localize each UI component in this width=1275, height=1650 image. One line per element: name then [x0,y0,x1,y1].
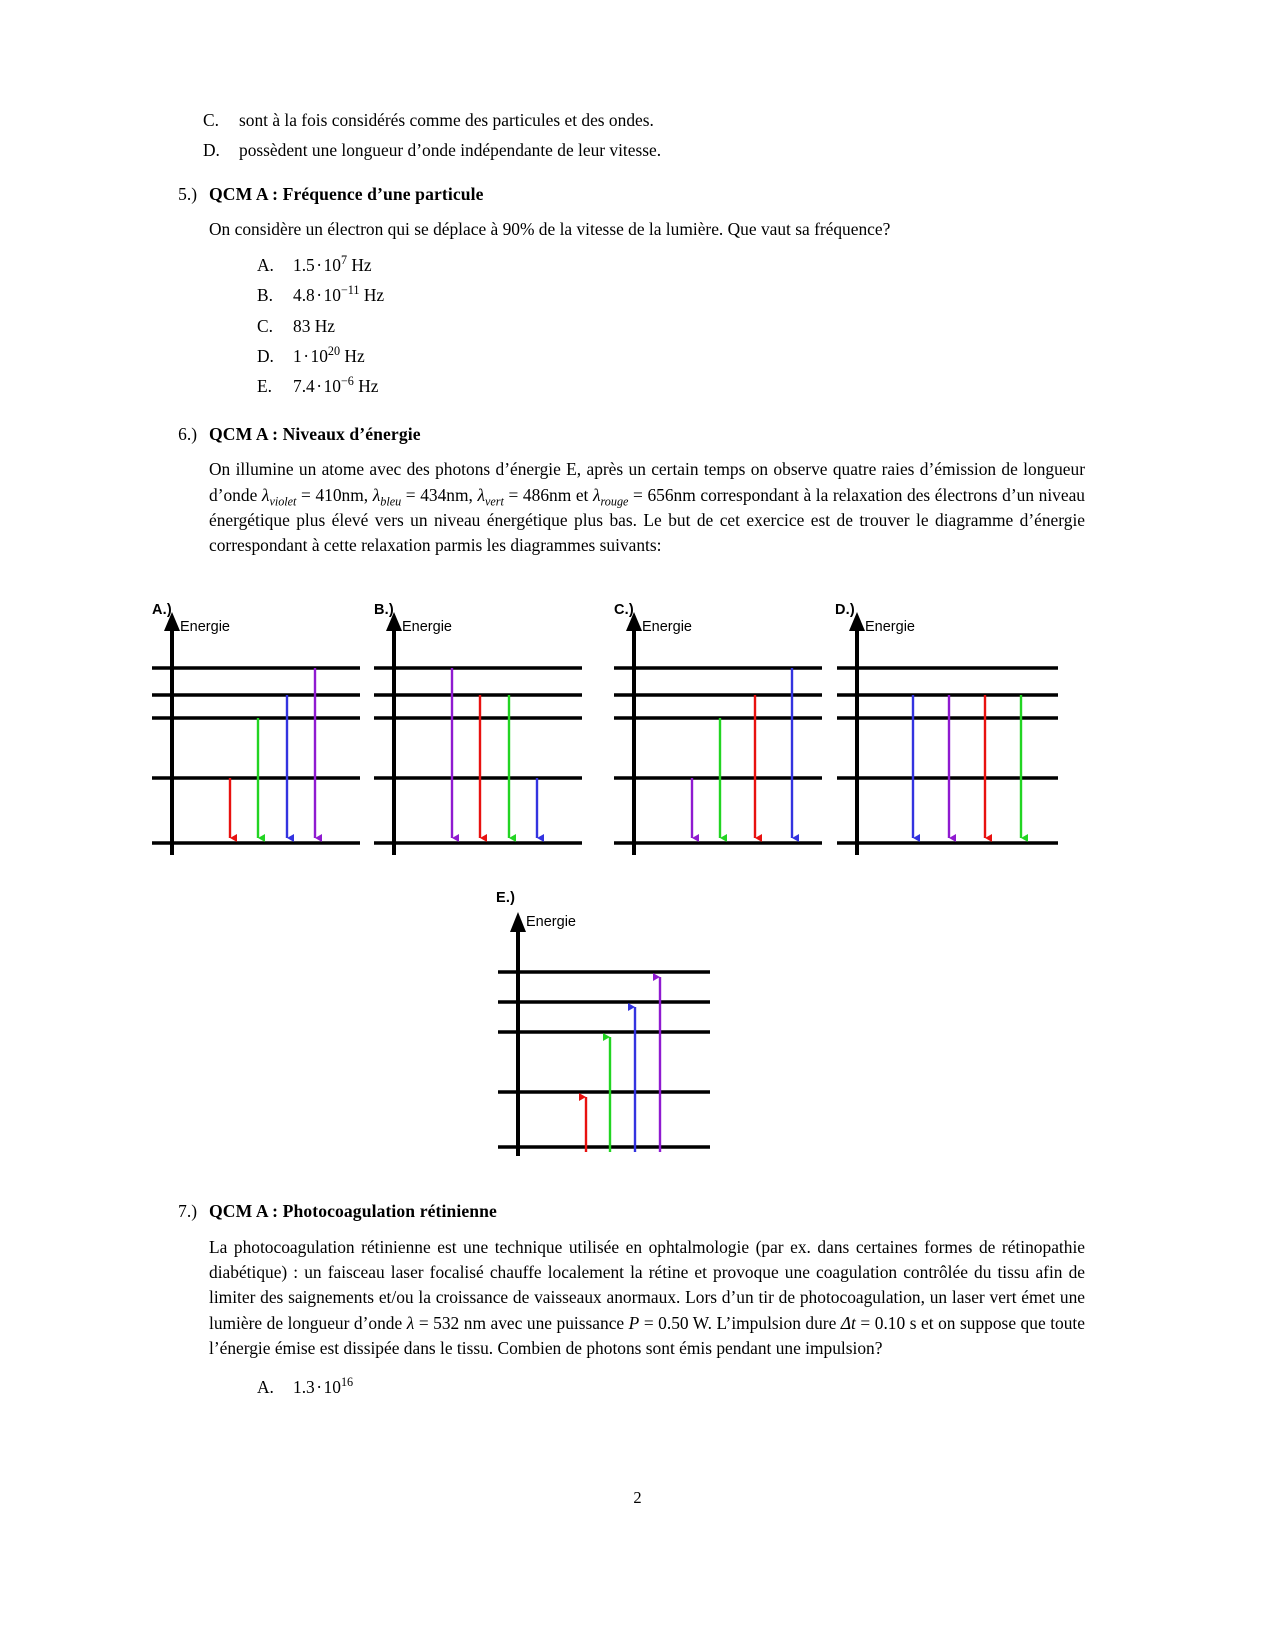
mantissa: 83 [293,315,311,336]
question-heading [155,1203,1085,1221]
question-7 [155,1203,1085,1397]
page-content [155,112,1085,559]
axis-label-d: Energie [865,619,915,635]
unit: Hz [363,285,385,306]
exponent: 20 [327,344,341,359]
question-statement [209,1235,1085,1362]
mantissa: 1.3 [293,1377,315,1398]
unit: Hz [344,345,365,366]
list-item [155,142,1085,159]
mantissa: 4.8 [293,285,315,306]
question-number: 5.) [178,183,197,204]
dt-equation: = 0.10 s et on suppose que toute l’énergie émise est dissipée dans le tissu. Combien de photons sont émis pendant une impulsion? [209,1312,1085,1358]
power-symbol: P [628,1312,640,1333]
question-7-wrapper [155,1203,1085,1410]
base: 10 [323,376,341,397]
list-item [209,374,1085,397]
list-item [155,112,1085,129]
list-item [209,283,1085,306]
diagram-label-a: A.) [152,602,172,618]
diagram-label-c: C.) [614,602,634,618]
option-label: B. [257,285,273,306]
list-item [209,344,1085,366]
statement-part-1: La photocoagulation rétinienne est une technique utilisée en ophtalmologie (par ex. dans certaines formes de rétinopathie diabétique) : un faisceau laser focalisé chauffe localement la rétine et provoque une coagulation contrôlée du tissu afin de limiter des saignements et/ou la croissance de vaisseaux anormaux. Lors d’un tir de photocoagulation, un laser vert émet une lumière de longueur d’onde [209,1236,1085,1333]
option-text [293,344,1085,366]
page-number: 2 [633,1488,642,1507]
question-title: QCM A : Photocoagulation rétinienne [209,1201,497,1221]
delta-t-symbol: Δt [840,1312,856,1333]
question-body [209,457,1085,558]
unit: Hz [351,254,372,275]
lambda-violet-value: 410nm [315,484,364,505]
axis-label-e: Energie [526,914,576,930]
sep-2: et [571,484,593,505]
base: 10 [323,1377,341,1398]
answer-list [209,252,1085,397]
base: 10 [323,285,341,306]
option-label: D. [257,345,274,366]
energy-diagram-d [833,600,1073,865]
diagram-label-e: E.) [496,890,516,906]
list-item [209,1375,1085,1398]
diagram-label-b: B.) [374,602,394,618]
question-5 [155,183,1085,397]
lambda-equation: = 532 nm avec une puissance [418,1312,629,1333]
lambda-vert-subscript: vert [485,494,504,509]
option-label: A. [257,254,274,275]
option-text [293,315,1085,336]
axis-label-b: Energie [402,619,452,635]
question-title: QCM A : Niveaux d’énergie [209,423,421,444]
energy-diagram-a [150,600,380,865]
option-text: possèdent une longueur d’onde indépendante de leur vitesse. [239,140,662,161]
times-dot: · [316,285,323,306]
question-body [209,217,1085,242]
question-heading [155,423,1085,444]
times-dot: · [316,1377,323,1398]
base: 10 [323,254,341,275]
option-text [293,1375,1085,1398]
mantissa: 1.5 [293,254,315,275]
times-dot: · [316,254,323,275]
times-dot: · [316,376,323,397]
energy-diagram-b [372,600,602,865]
mantissa: 1 [293,345,302,366]
sep-1: , [468,484,478,505]
lambda-rouge-subscript: rouge [600,494,629,509]
statement-part-2: correspondant à la relaxation des électrons d’un niveau énergétique plus élevé vers un niveau énergétique plus bas. Le but de cet exercice est de trouver le diagramme d’énergie correspondant à cette relaxation parmis les diagrammes suivants: [209,484,1085,556]
list-item [209,315,1085,336]
base: 10 [310,345,328,366]
energy-diagram-row [150,600,1125,865]
lambda-vert-value: 486nm [522,484,572,505]
times-dot: · [303,345,309,366]
energy-diagram-e [490,888,730,1163]
unit: Hz [358,376,379,397]
question-number: 7.) [178,1201,197,1221]
option-label: C. [203,110,219,130]
unit: Hz [314,315,336,336]
question-6 [155,423,1085,559]
exponent: −6 [340,374,354,389]
lambda-bleu-value: 434nm [420,484,469,505]
question-title: QCM A : Fréquence d’une particule [209,183,484,204]
statement-part-1: On illumine un atome avec des photons d’énergie E, après un certain temps on observe quatre raies d’émission de longueur d’onde [209,459,1085,505]
carryover-option-list [155,112,1085,160]
axis-label-a: Energie [180,619,230,635]
answer-list [209,1375,1085,1398]
option-text: sont à la fois considérés comme des particules et des ondes. [239,110,654,130]
lambda-symbol: λ [406,1312,415,1333]
diagram-a-svg [150,600,380,865]
option-text [293,374,1085,397]
energy-diagram-c [612,600,842,865]
question-statement: On illumine un atome avec des photons d’énergie E, après un certain temps on observe quatre raies d’émission de longueur d’onde $\lambda_{violet} = 410nm$, $\lambda_{bleu} = 434nm$, $\lambda_{vert} = 486nm$ et $\lambda_{rouge} = 656nm$ correspondant à la relaxation des électrons d’un niveau énergétique plus élevé vers un niveau énergétique plus bas. Le but de cet exercice est de trouver le diagramme d’énergie correspondant à cette relaxation parmis les diagrammes suivants: [209,459,1085,556]
diagram-c-svg [612,600,842,865]
question-body [209,1235,1085,1362]
axis-label-c: Energie [642,619,692,635]
question-number: 6.) [178,423,197,444]
question-statement: On considère un électron qui se déplace à 90% de la vitesse de la lumière. Que vaut sa fréquence? [209,219,891,240]
question-heading [155,183,1085,204]
lambda-bleu-symbol: λ [372,484,381,505]
option-label: D. [203,140,220,161]
option-text [293,252,1085,275]
power-equation: = 0.50 W. L’impulsion dure [643,1312,841,1333]
lambda-violet-symbol: λ [261,484,270,505]
option-label: A. [257,1377,274,1398]
option-label: C. [257,315,273,336]
diagram-label-d: D.) [835,602,855,618]
diagram-d-svg [833,600,1073,865]
lambda-bleu-subscript: bleu [380,494,402,509]
exponent: −11 [340,283,360,298]
lambda-rouge-value: 656nm [647,484,696,505]
sep-0: , [363,484,373,505]
list-item [209,252,1085,275]
option-text [293,283,1085,306]
lambda-vert-symbol: λ [477,484,486,505]
diagram-b-svg [372,600,602,865]
exponent: 16 [340,1375,354,1390]
exponent: 7 [340,252,348,267]
lambda-rouge-symbol: λ [592,484,601,505]
lambda-violet-subscript: violet [269,494,297,509]
option-label: E. [257,376,272,397]
mantissa: 7.4 [293,376,315,397]
